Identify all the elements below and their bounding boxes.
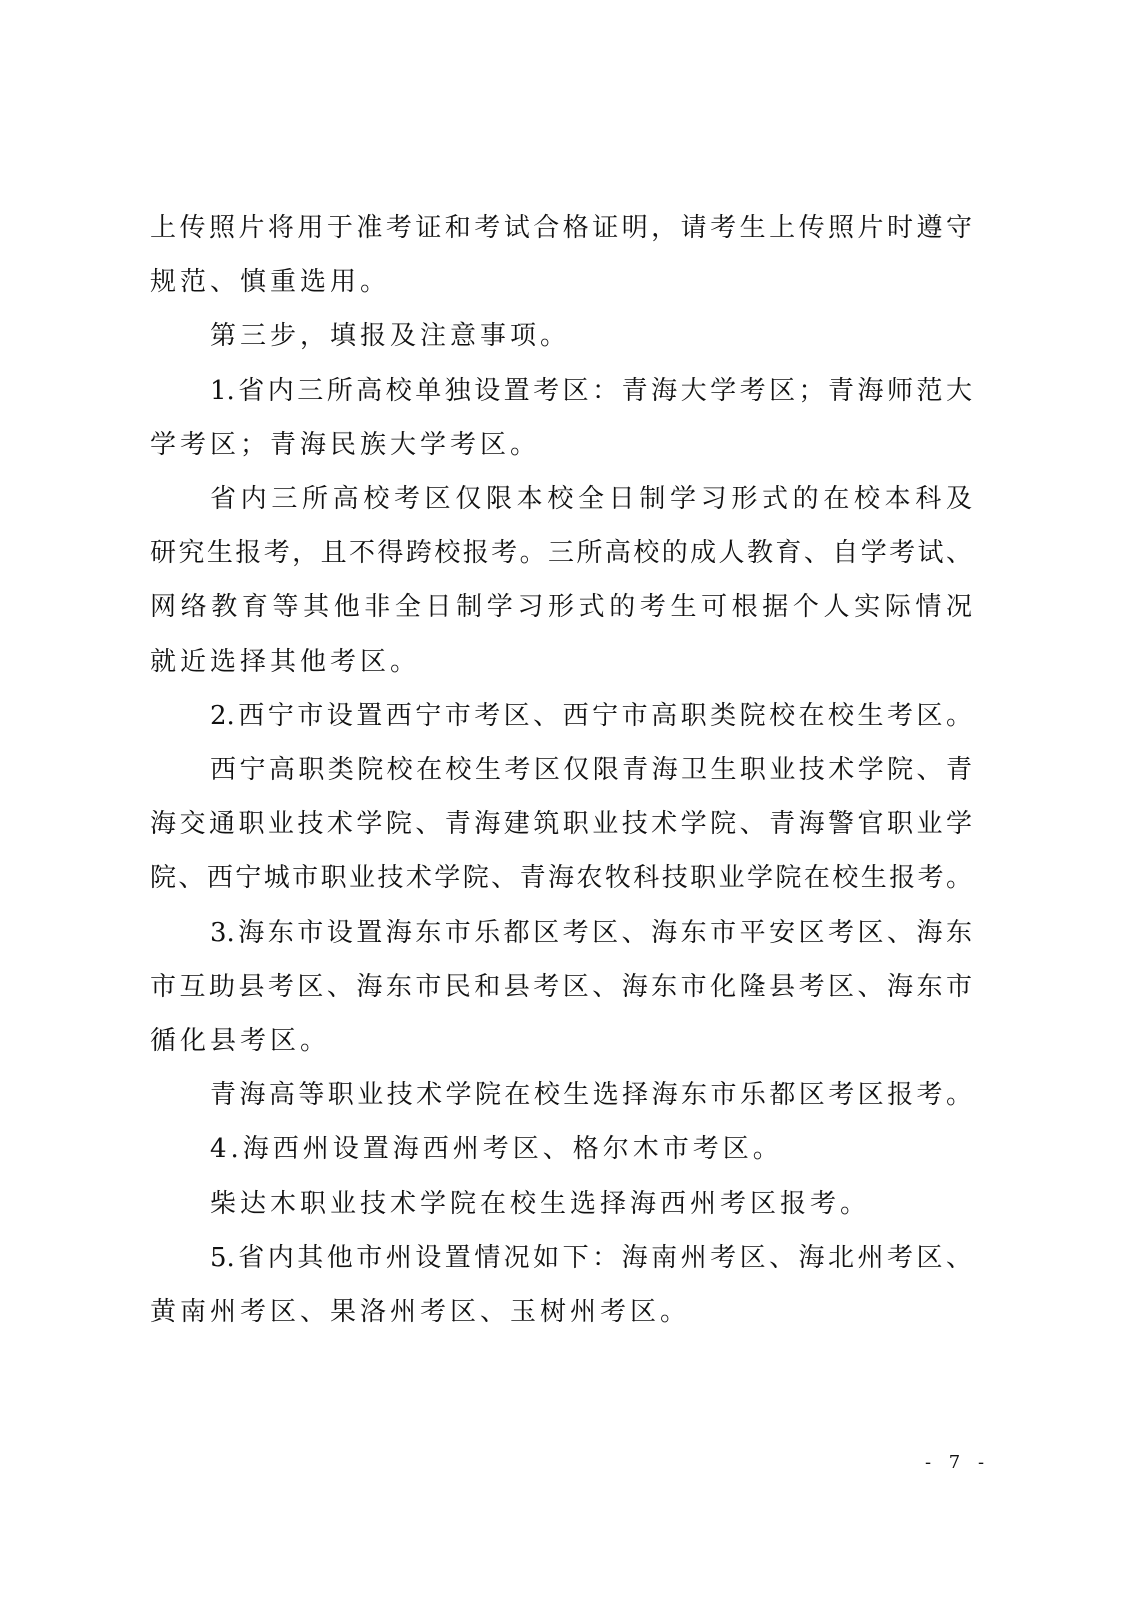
- text-line: 5.省内其他市州设置情况如下：海南州考区、海北州考区、: [210, 1242, 972, 1273]
- text-line: 省内三所高校考区仅限本校全日制学习形式的在校本科及: [210, 484, 972, 514]
- text-line: 海交通职业技术学院、青海建筑职业技术学院、青海警官职业学: [150, 809, 972, 840]
- text-line: 第三步，填报及注意事项。: [210, 321, 571, 352]
- text-line: 3.海东市设置海东市乐都区考区、海东市平安区考区、海东: [210, 917, 972, 948]
- text-line: 青海高等职业技术学院在校生选择海东市乐都区考区报考。: [210, 1080, 972, 1111]
- page-number: - 7 -: [925, 1452, 991, 1473]
- text-line: 研究生报考，且不得跨校报考。三所高校的成人教育、自学考试、: [150, 538, 972, 569]
- text-line: 循化县考区。: [150, 1026, 331, 1056]
- text-line: 学考区；青海民族大学考区。: [150, 429, 541, 460]
- text-line: 黄南州考区、果洛州考区、玉树州考区。: [150, 1297, 691, 1327]
- text-line: 4.海西州设置海西州考区、格尔木市考区。: [210, 1134, 783, 1165]
- text-line: 规范、慎重选用。: [150, 267, 391, 298]
- text-line: 网络教育等其他非全日制学习形式的考生可根据个人实际情况: [150, 592, 972, 623]
- text-line: 柴达木职业技术学院在校生选择海西州考区报考。: [210, 1188, 871, 1219]
- text-line: 上传照片将用于准考证和考试合格证明，请考生上传照片时遵守: [150, 213, 972, 243]
- text-line: 1.省内三所高校单独设置考区：青海大学考区；青海师范大: [210, 375, 972, 406]
- text-line: 院、西宁城市职业技术学院、青海农牧科技职业学院在校生报考。: [150, 863, 972, 894]
- text-line: 2.西宁市设置西宁市考区、西宁市高职类院校在校生考区。: [210, 700, 972, 731]
- text-line: 就近选择其他考区。: [150, 646, 421, 677]
- text-line: 市互助县考区、海东市民和县考区、海东市化隆县考区、海东市: [150, 971, 972, 1002]
- text-line: 西宁高职类院校在校生考区仅限青海卫生职业技术学院、青: [210, 755, 972, 785]
